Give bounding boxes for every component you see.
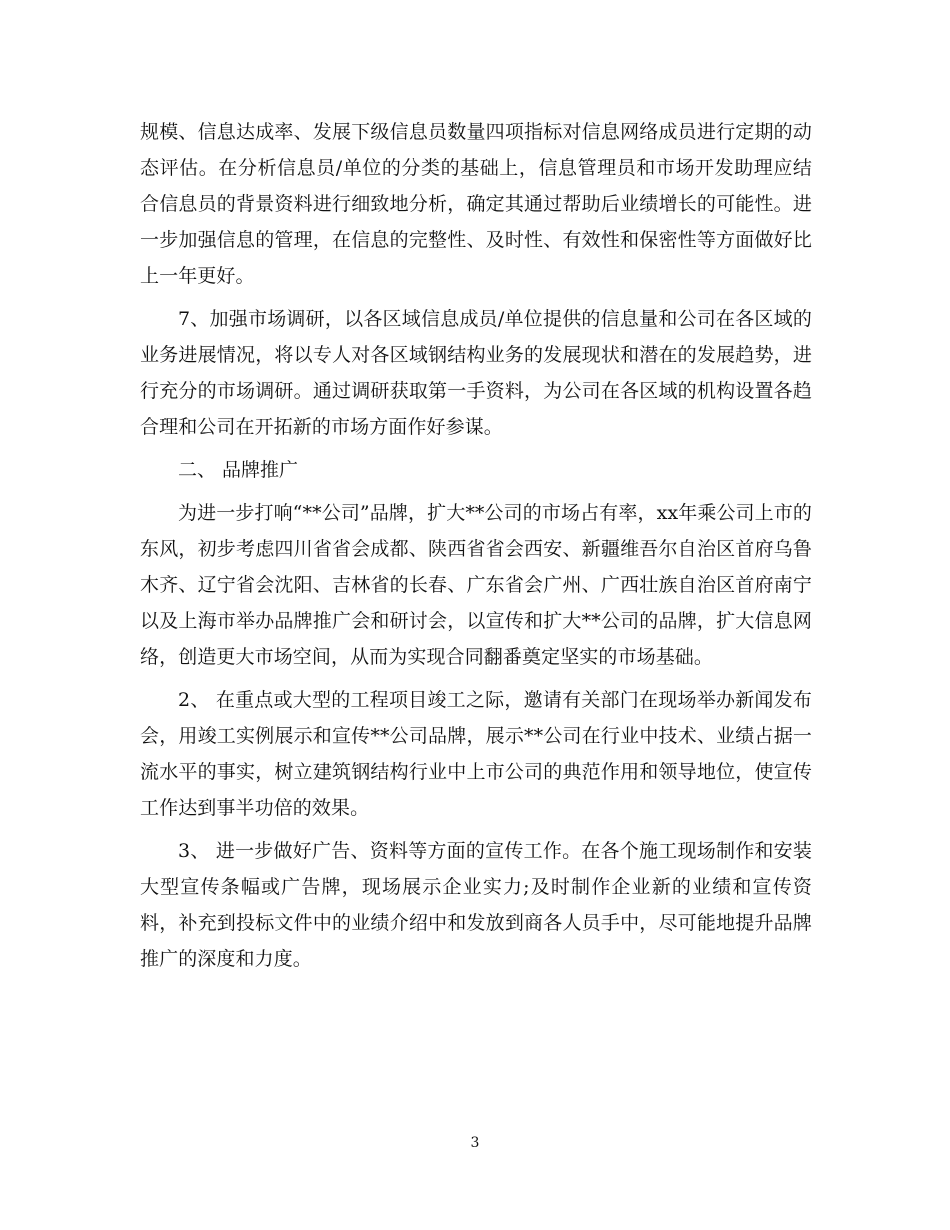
paragraph-market-research: 7、加强市场调研，以各区域信息成员/单位提供的信息量和公司在各区域的业务进展情况，将以专人对各区域钢结构业务的发展现状和潜在的发展趋势，进行充分的市场调研。通过调研获取第一手资料，为公司在各区域的机构设置各趋合理和公司在开拓新的市场方面作好参谋。 [140,308,812,438]
paragraph-brand-events: 为进一步打响“**公司”品牌，扩大**公司的市场占有率，xx年乘公司上市的东风，初步考虑四川省省会成都、陕西省省会西安、新疆维吾尔自治区首府乌鲁木齐、辽宁省会沈阳、吉林省的长春、广东省会广州、广西壮族自治区首府南宁以及上海市举办品牌推广会和研讨会，以宣传和扩大**公司的品牌，扩大信息网络，创造更大市场空间，从而为实现合同翻番奠定坚实的市场基础。 [140,502,812,668]
document-body [140,114,812,984]
section-heading-brand-promotion: 二、 品牌推广 [178,459,299,481]
page-number: 3 [470,1135,480,1151]
paragraph-evaluation: 规模、信息达成率、发展下级信息员数量四项指标对信息网络成员进行定期的动态评估。在分析信息员/单位的分类的基础上，信息管理员和市场开发助理应结合信息员的背景资料进行细致地分析，确定其通过帮助后业绩增长的可能性。进一步加强信息的管理，在信息的完整性、及时性、有效性和保密性等方面做好比上一年更好。 [140,121,812,287]
paragraph-advertising: 3、 进一步做好广告、资料等方面的宣传工作。在各个施工现场制作和安装大型宣传条幅或广告牌，现场展示企业实力;及时制作企业新的业绩和宣传资料，补充到投标文件中的业绩介绍中和发放到商各人员手中，尽可能地提升品牌推广的深度和力度。 [140,840,812,970]
paragraph-press-conference: 2、 在重点或大型的工程项目竣工之际，邀请有关部门在现场举办新闻发布会，用竣工实例展示和宣传**公司品牌，展示**公司在行业中技术、业绩占据一流水平的事实，树立建筑钢结构行业中上市公司的典范作用和领导地位，使宣传工作达到事半功倍的效果。 [140,689,812,819]
